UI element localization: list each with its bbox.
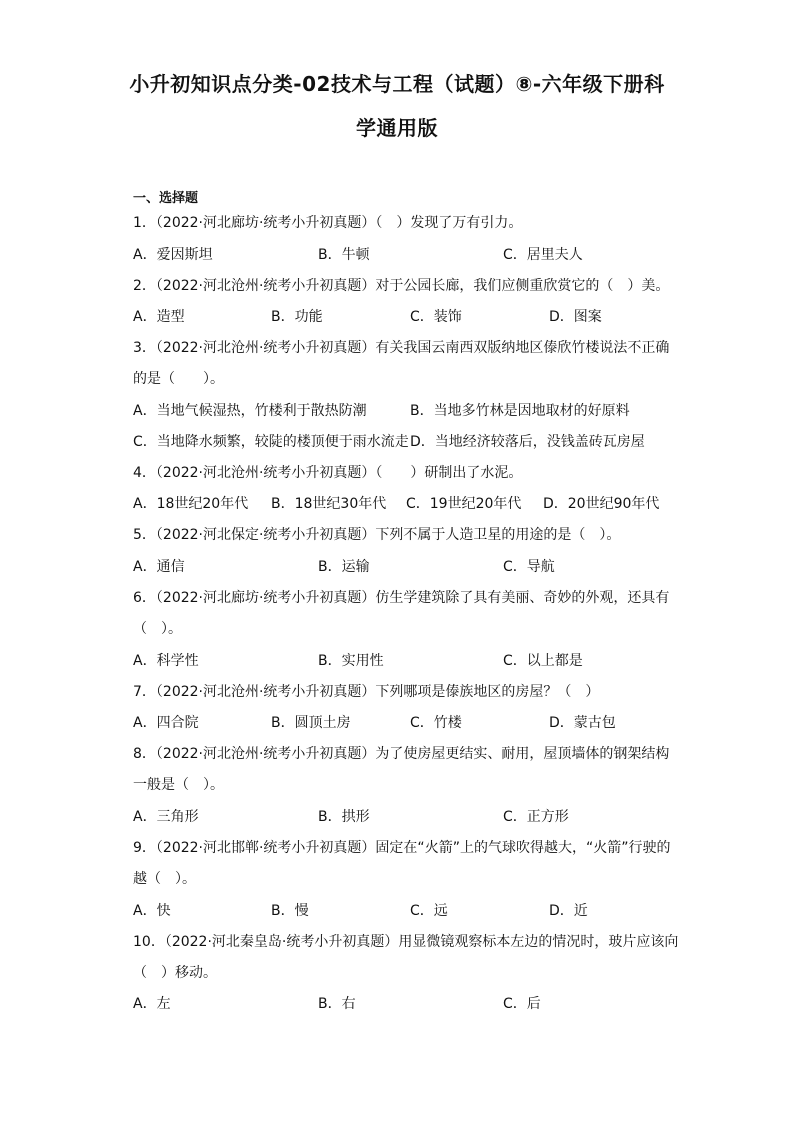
question-8-option-a: A．三角形 <box>133 809 199 825</box>
question-3-option-a: A．当地气候湿热，竹楼利于散热防潮 <box>133 403 367 419</box>
question-1-option-c: C．居里夫人 <box>503 247 583 263</box>
question-5-stem: 5．（2022·河北保定·统考小升初真题）下列不属于人造卫星的用途的是（ ）。 <box>133 527 621 543</box>
question-4-option-a: A．18世纪20年代 <box>133 496 249 512</box>
question-5-option-c: C．导航 <box>503 559 555 575</box>
question-6-stem-cont: （ ）。 <box>133 621 182 637</box>
question-8-option-c: C．正方形 <box>503 809 569 825</box>
question-9-stem: 9．（2022·河北邯郸·统考小升初真题）固定在“火箭”上的气球吹得越大，“火箭”行驶的 <box>133 840 671 856</box>
document-title-line-2: 学通用版 <box>356 116 438 140</box>
question-8-stem-cont: 一般是（ ）。 <box>133 777 224 793</box>
question-8-stem: 8．（2022·河北沧州·统考小升初真题）为了使房屋更结实、耐用，屋顶墙体的钢架结构 <box>133 746 670 762</box>
question-6-option-b: B．实用性 <box>318 653 384 669</box>
question-7-option-a: A．四合院 <box>133 715 199 731</box>
question-2-option-b: B．功能 <box>271 309 323 325</box>
question-4-stem: 4．（2022·河北沧州·统考小升初真题）（ ）研制出了水泥。 <box>133 465 523 481</box>
question-5-option-b: B．运输 <box>318 559 370 575</box>
question-9-option-a: A．快 <box>133 903 171 919</box>
question-6-option-c: C．以上都是 <box>503 653 583 669</box>
question-7-option-b: B．圆顶土房 <box>271 715 351 731</box>
question-8-option-b: B．拱形 <box>318 809 370 825</box>
question-2-option-a: A．造型 <box>133 309 185 325</box>
question-6-option-a: A．科学性 <box>133 653 199 669</box>
question-10-stem-cont: （ ）移动。 <box>133 965 217 981</box>
document-title-line-1: 小升初知识点分类-02技术与工程（试题）⑧-六年级下册科 <box>129 72 665 96</box>
question-4-option-d: D．20世纪90年代 <box>543 496 660 512</box>
question-1-option-a: A．爱因斯坦 <box>133 247 213 263</box>
question-7-option-c: C．竹楼 <box>410 715 462 731</box>
question-1-option-b: B．牛顿 <box>318 247 370 263</box>
question-5-option-a: A．通信 <box>133 559 185 575</box>
section-heading: 一、选择题 <box>133 191 199 206</box>
question-3-stem: 3．（2022·河北沧州·统考小升初真题）有关我国云南西双版纳地区傣欣竹楼说法不正确 <box>133 340 670 356</box>
question-1-stem: 1．（2022·河北廊坊·统考小升初真题）（ ）发现了万有引力。 <box>133 215 523 231</box>
question-9-option-c: C．远 <box>410 903 448 919</box>
question-7-option-d: D．蒙古包 <box>549 715 616 731</box>
question-7-stem: 7．（2022·河北沧州·统考小升初真题）下列哪项是傣族地区的房屋？（ ） <box>133 684 600 700</box>
question-4-option-b: B．18世纪30年代 <box>271 496 387 512</box>
question-10-stem: 10．（2022·河北秦皇岛·统考小升初真题）用显微镜观察标本左边的情况时，玻片应该向 <box>133 934 679 950</box>
question-10-option-a: A．左 <box>133 996 171 1012</box>
question-9-stem-cont: 越（ ）。 <box>133 871 196 887</box>
question-10-option-c: C．后 <box>503 996 541 1012</box>
question-3-option-b: B．当地多竹林是因地取材的好原料 <box>410 403 630 419</box>
question-10-option-b: B．右 <box>318 996 356 1012</box>
question-2-option-d: D．图案 <box>549 309 602 325</box>
question-3-option-c: C．当地降水频繁，较陡的楼顶便于雨水流走 <box>133 434 409 450</box>
question-9-option-b: B．慢 <box>271 903 309 919</box>
question-2-option-c: C．装饰 <box>410 309 462 325</box>
question-4-option-c: C．19世纪20年代 <box>406 496 522 512</box>
question-9-option-d: D．近 <box>549 903 588 919</box>
question-2-stem: 2．（2022·河北沧州·统考小升初真题）对于公园长廊，我们应侧重欣赏它的（ ）美。 <box>133 278 670 294</box>
question-6-stem: 6．（2022·河北廊坊·统考小升初真题）仿生学建筑除了具有美丽、奇妙的外观，还具有 <box>133 590 670 606</box>
question-3-stem-cont: 的是（ ）。 <box>133 371 224 387</box>
question-3-option-d: D．当地经济较落后，没钱盖砖瓦房屋 <box>410 434 645 450</box>
